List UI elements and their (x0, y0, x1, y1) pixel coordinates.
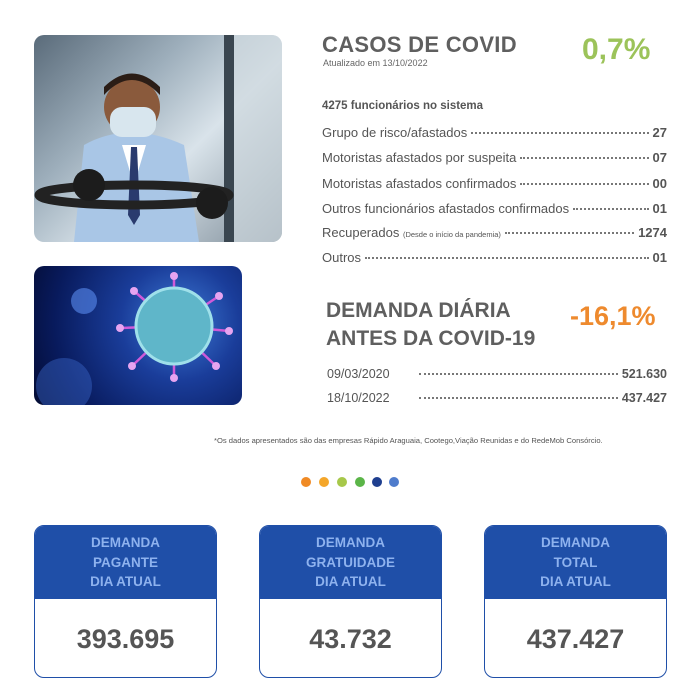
covid-title: CASOS DE COVID (322, 32, 517, 57)
bus-driver-illustration (34, 35, 282, 242)
card-header-line: DEMANDA (316, 535, 385, 551)
covid-row (322, 150, 667, 165)
covid-row (322, 250, 667, 265)
covid-row-value: 1274 (638, 225, 667, 240)
covid-row-value: 27 (652, 125, 667, 140)
covid-row (322, 225, 667, 240)
demand-card-total (484, 525, 667, 678)
dotted-leader (573, 208, 648, 210)
card-header-line: DEMANDA (541, 535, 610, 551)
card-header-line: DEMANDA (91, 535, 160, 551)
covid-row-value: 01 (652, 250, 667, 265)
card-header-line: DIA ATUAL (540, 574, 611, 590)
covid-row (322, 125, 667, 140)
demand-percent: -16,1% (570, 301, 656, 331)
pager-dot[interactable] (355, 477, 365, 487)
covid-row-label: Grupo de risco/afastados (322, 125, 468, 140)
card-value: 43.732 (309, 624, 392, 654)
covid-total-employees: 4275 funcionários no sistema (322, 100, 484, 112)
card-header-line: DIA ATUAL (315, 574, 386, 590)
covid-row (322, 201, 667, 216)
pager-dot[interactable] (301, 477, 311, 487)
covid-updated-date: Atualizado em 13/10/2022 (323, 58, 428, 68)
card-header-line: TOTAL (553, 554, 598, 570)
demand-row-value: 437.427 (621, 391, 667, 405)
covid-row (322, 176, 667, 191)
dotted-leader (365, 257, 649, 259)
demand-row (327, 367, 667, 381)
covid-row-label: Recuperados (Desde o início da pandemia) (322, 225, 501, 240)
demand-title-line2: ANTES DA COVID-19 (326, 327, 536, 350)
footnote: *Os dados apresentados são das empresas Rápido Araguaia, Cootego,Viação Reunidas e do RedeMob Consórcio. (214, 436, 603, 445)
dotted-leader (505, 232, 634, 234)
card-header (485, 526, 666, 599)
pager-dot[interactable] (372, 477, 382, 487)
demand-card-free (259, 525, 442, 678)
dotted-leader (419, 373, 618, 375)
covid-row-label: Outros (322, 250, 362, 265)
demand-row (327, 391, 667, 405)
virus-illustration (34, 266, 242, 405)
card-value: 393.695 (76, 624, 175, 654)
covid-row-label: Motoristas afastados por suspeita (322, 150, 517, 165)
covid-row-value: 00 (652, 176, 667, 191)
virus-image (34, 266, 242, 405)
card-header (260, 526, 441, 599)
demand-row-date: 09/03/2020 (327, 367, 390, 381)
card-header-line: DIA ATUAL (90, 574, 161, 590)
covid-row-value: 01 (652, 201, 667, 216)
covid-row-label: Motoristas afastados confirmados (322, 176, 517, 191)
card-header-line: PAGANTE (92, 554, 158, 570)
covid-row-label: Outros funcionários afastados confirmados (322, 201, 570, 216)
dotted-leader (520, 157, 648, 159)
card-value: 437.427 (526, 624, 625, 654)
dotted-leader (471, 132, 648, 134)
dotted-leader (419, 397, 618, 399)
dotted-leader (520, 183, 648, 185)
covid-percent: 0,7% (582, 33, 651, 66)
demand-title-line1: DEMANDA DIÁRIA (326, 299, 511, 322)
demand-row-date: 18/10/2022 (327, 391, 390, 405)
demand-card-paying (34, 525, 217, 678)
covid-row-note: (Desde o início da pandemia) (402, 230, 501, 239)
demand-row-value: 521.630 (621, 367, 667, 381)
pager-dot[interactable] (389, 477, 399, 487)
bus-driver-photo (34, 35, 282, 242)
covid-row-value: 07 (652, 150, 667, 165)
card-header (35, 526, 216, 599)
pager-dot[interactable] (319, 477, 329, 487)
pager-dot[interactable] (337, 477, 347, 487)
card-header-line: GRATUIDADE (306, 554, 395, 570)
demand-title (326, 297, 535, 353)
